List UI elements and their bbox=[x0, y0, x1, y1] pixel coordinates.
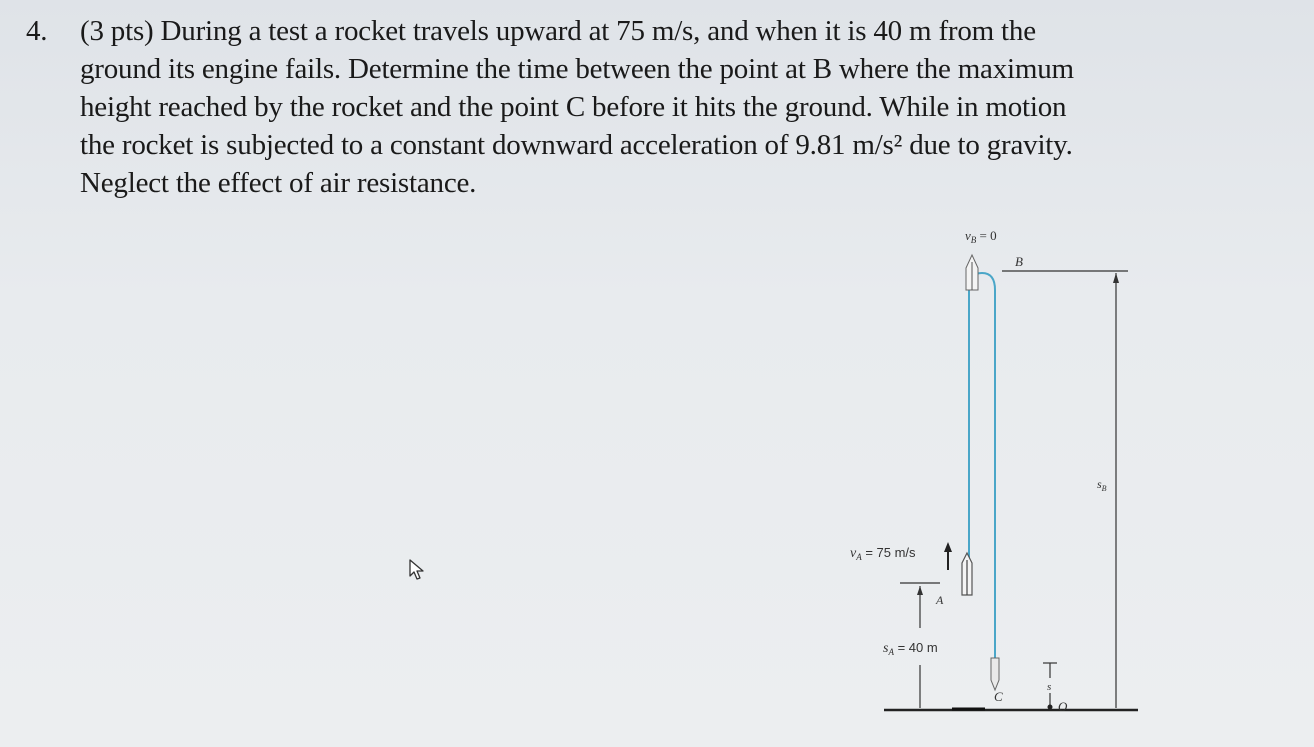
problem-number: 4. bbox=[26, 15, 48, 47]
problem-line-3: height reached by the rocket and the point C before it hits the ground. While in motion bbox=[80, 91, 1067, 123]
problem-line-1: (3 pts) During a test a rocket travels upward at 75 m/s, and when it is 40 m from the bbox=[80, 15, 1036, 47]
vA-label: $v_A = 75$ m/s bbox=[850, 545, 916, 562]
sA-arrowhead-icon bbox=[917, 586, 923, 595]
problem-line-2: ground its engine fails. Determine the time between the point at B where the maximum bbox=[80, 53, 1074, 85]
C-label: C bbox=[994, 689, 1003, 704]
problem-line-4: the rocket is subjected to a constant downward acceleration of 9.81 m/s² due to gravity. bbox=[80, 129, 1073, 161]
vA-arrowhead-icon bbox=[944, 542, 952, 552]
sB-arrowhead-icon bbox=[1113, 273, 1119, 283]
origin-point-icon bbox=[1048, 705, 1053, 710]
rocket-at-A-icon bbox=[962, 553, 972, 595]
O-label: O bbox=[1058, 699, 1068, 714]
vB-label: $v_B = 0$ bbox=[965, 228, 997, 245]
A-label: A bbox=[936, 593, 944, 607]
s-label: s bbox=[1047, 681, 1052, 693]
problem-line-5: Neglect the effect of air resistance. bbox=[80, 167, 477, 199]
sB-label: $s_B$ bbox=[1097, 477, 1107, 493]
B-label: B bbox=[1015, 254, 1023, 269]
rocket-at-B-icon bbox=[966, 255, 978, 290]
sA-label: $s_A = 40$ m bbox=[883, 640, 938, 657]
trajectory-path bbox=[969, 273, 995, 665]
mouse-pointer-icon bbox=[408, 558, 426, 585]
rocket-at-C-icon bbox=[991, 658, 999, 690]
